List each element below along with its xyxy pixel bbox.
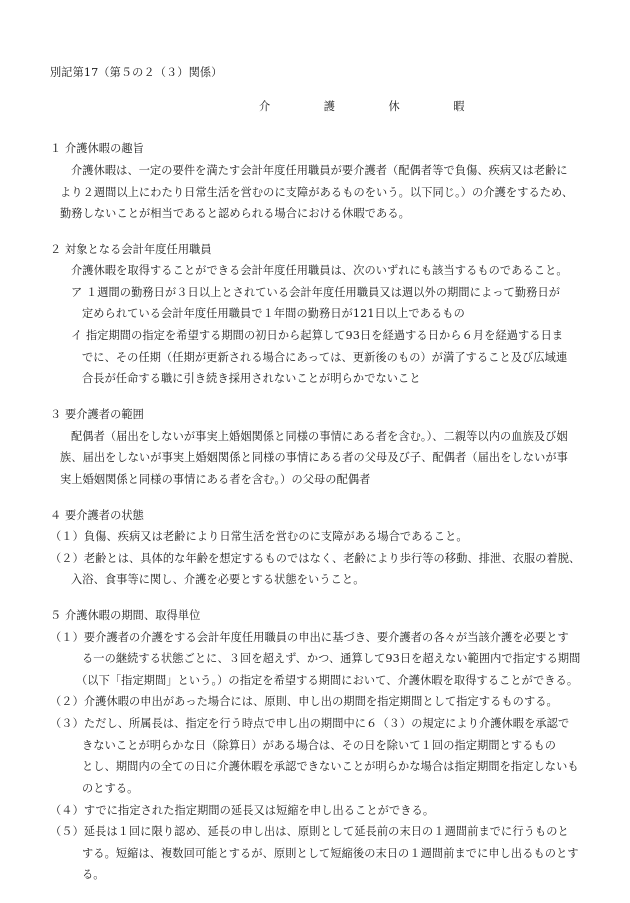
section-5-line: のとする。	[82, 782, 139, 795]
section-1-line: 勤務しないことが相当であると認められる場合における休暇である。	[60, 207, 410, 220]
section-5-item-3: （３）ただし、所属長は、指定を行う時点で申し出の期間中に６（３）の規定により介護休暇を承認で	[50, 717, 570, 730]
section-5-heading: ５ 介護休暇の期間、取得単位	[50, 609, 201, 622]
section-2-line: でに、その任期（任期が更新される場合にあっては、更新後のもの）が満了すること及び広域連	[82, 351, 568, 364]
section-5-item-5: （５）延長は１回に限り認め、延長の申し出は、原則として延長前の末日の１週間前までに行うものと	[50, 825, 569, 838]
section-1-heading: １ 介護休暇の趣旨	[50, 142, 144, 155]
document-title: 介 護 休 暇	[259, 100, 490, 113]
section-5-item-4: （４）すでに指定された指定期間の延長又は短縮を申し出ることができる。	[50, 804, 435, 817]
section-4-heading: ４ 要介護者の状態	[50, 509, 144, 522]
section-5-line: する。短縮は、複数回可能とするが、原則として短縮後の末日の１週間前までに申し出るものとす	[82, 847, 579, 860]
section-2-item-i: イ 指定期間の指定を希望する期間の初日から起算して93日を経過する日から６月を経過する日ま	[71, 329, 564, 342]
section-3-heading: ３ 要介護者の範囲	[50, 408, 144, 421]
section-3-line: 配偶者（届出をしないが事実上婚姻関係と同様の事情にある者を含む。）、二親等以内の血族及び姻	[71, 430, 568, 443]
section-1-line: 介護休暇は、一定の要件を満たす会計年度任用職員が要介護者（配偶者等で負傷、疾病又は老齢に	[71, 164, 568, 177]
section-5-line: とし、期間内の全ての日に介護休暇を承認できないことが明らかな場合は指定期間を指定しないも	[82, 760, 579, 773]
section-5-line: きないことが明らかな日（除算日）がある場合は、その日を除いて１回の指定期間とするもの	[82, 739, 557, 752]
section-5-line: （以下「指定期間」という。）の指定を希望する期間において、介護休暇を取得することができる。	[76, 674, 579, 687]
document-reference: 別記第17（第５の２（３）関係）	[50, 66, 223, 79]
section-4-line: 入浴、食事等に関し、介護を必要とする状態をいうこと。	[71, 573, 365, 586]
section-1-line: より２週間以上にわたり日常生活を営むのに支障があるものをいう。以下同じ。）の介護をするため、	[60, 186, 574, 199]
section-3-line: 実上婚姻関係と同様の事情にある者を含む。）の父母の配偶者	[60, 473, 371, 486]
section-5-line: る一の継続する状態ごとに、３回を超えず、かつ、通算して93日を超えない範囲内で指定する期間	[82, 652, 581, 665]
section-2-line: 定められている会計年度任用職員で１年間の勤務日が121日以上であるもの	[82, 307, 465, 320]
section-2-line: 合長が任命する職に引き続き採用されないことが明らかでないこと	[82, 372, 421, 385]
section-2-item-a: ア １週間の勤務日が３日以上とされている会計年度任用職員又は週以外の期間によって勤務日が	[71, 286, 561, 299]
section-2-heading: ２ 対象となる会計年度任用職員	[50, 243, 212, 256]
section-3-line: 族、届出をしないが事実上婚姻関係と同様の事情にある者の父母及び子、配偶者（届出をしないが事	[60, 451, 568, 464]
section-4-item-1: （１）負傷、疾病又は老齢により日常生活を営むのに支障がある場合であること。	[50, 530, 468, 543]
section-5-line: る。	[82, 868, 105, 881]
section-4-item-2: （２）老齢とは、具体的な年齢を想定するものではなく、老齢により歩行等の移動、排泄、衣服の着脱、	[50, 552, 581, 565]
section-5-item-1: （１）要介護者の介護をする会計年度任用職員の申出に基づき、要介護者の各々が当該介護を必要とす	[50, 631, 569, 644]
section-5-item-2: （２）介護休暇の申出があった場合には、原則、申し出の期間を指定期間として指定するものする。	[50, 695, 558, 708]
section-2-line: 介護休暇を取得することができる会計年度任用職員は、次のいずれにも該当するものであること。	[71, 264, 568, 277]
